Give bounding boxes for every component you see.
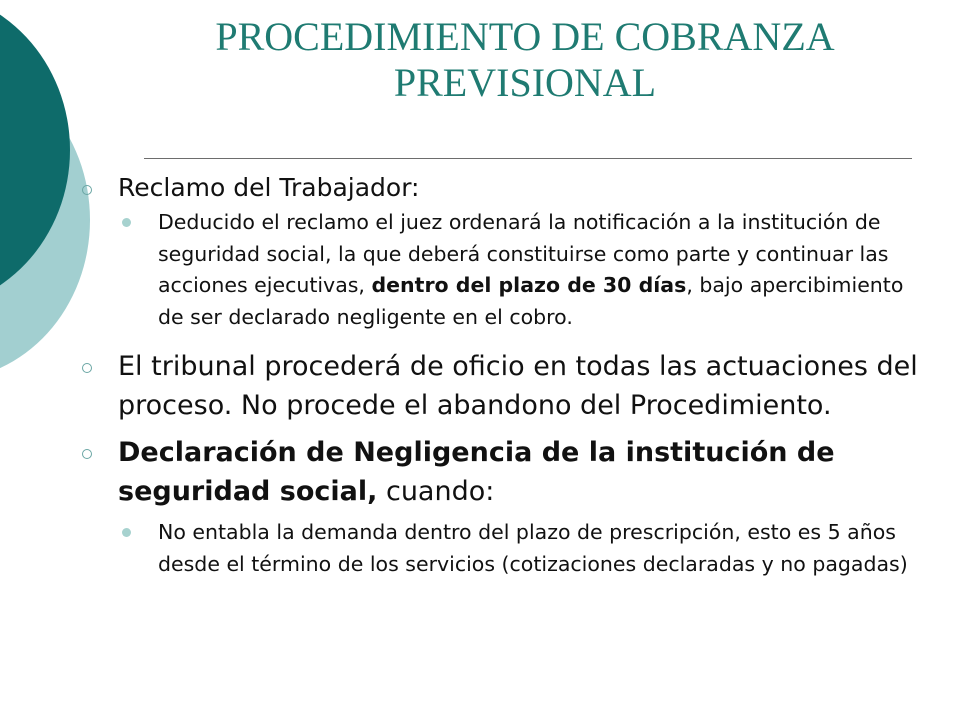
sub-text-before: Deducido el reclamo el juez ordenará la notificación a la institución de seguridad social, la que deberá constituirse como parte y continuar las acciones ejecutivas, [158,210,889,297]
title-line-1: PROCEDIMIENTO DE COBRANZA [215,14,835,59]
dot-bullet-icon [122,528,131,537]
sub-negligencia-text: No entabla la demanda dentro del plazo de prescripción, esto es 5 años desde el término de los servicios (cotizaciones declaradas y no pagadas) [158,520,908,576]
dot-bullet-icon [122,218,131,227]
slide-title [145,14,905,106]
bullet-tribunal-label: El tribunal procederá de oficio en todas las actuaciones del proceso. No procede el abandono del Procedimiento. [118,351,918,421]
bullet-tribunal [80,347,930,425]
circle-bullet-icon [82,363,92,373]
circle-bullet-icon [82,185,92,195]
circle-bullet-icon [82,449,92,459]
bullet-negligencia [80,433,930,511]
sub-bullet-negligencia [118,517,930,580]
slide-body [80,170,930,580]
bullet-negligencia-bold: Declaración de Negligencia de la institución de seguridad social, [118,437,835,507]
bullet-negligencia-after: cuando: [377,476,495,507]
sub-text-bold: dentro del plazo de 30 días [371,273,687,297]
title-divider [144,158,912,159]
bullet-reclamo [80,170,930,205]
sub-bullet-reclamo [118,207,930,333]
title-line-2: PREVISIONAL [393,60,657,105]
sub-text-after: , bajo apercibimiento de ser declarado negligente en el cobro. [158,273,904,329]
bullet-reclamo-label: Reclamo del Trabajador: [118,173,420,202]
